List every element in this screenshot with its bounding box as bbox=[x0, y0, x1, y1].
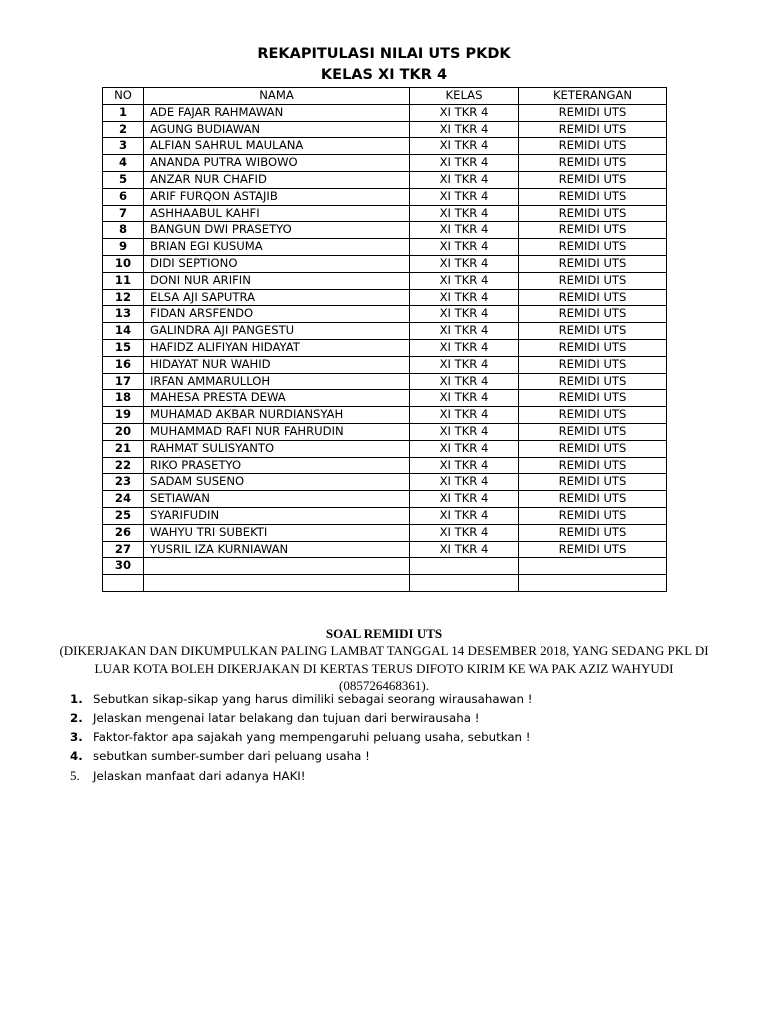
cell-kelas: XI TKR 4 bbox=[410, 121, 519, 138]
cell-keterangan: REMIDI UTS bbox=[519, 491, 667, 508]
cell-keterangan bbox=[519, 575, 667, 592]
cell-no: 15 bbox=[103, 339, 144, 356]
cell-kelas: XI TKR 4 bbox=[410, 407, 519, 424]
cell-kelas: XI TKR 4 bbox=[410, 155, 519, 172]
cell-kelas: XI TKR 4 bbox=[410, 222, 519, 239]
table-row bbox=[103, 558, 667, 575]
table-row bbox=[103, 323, 667, 340]
cell-kelas: XI TKR 4 bbox=[410, 474, 519, 491]
cell-kelas: XI TKR 4 bbox=[410, 507, 519, 524]
cell-no bbox=[103, 575, 144, 592]
cell-no: 12 bbox=[103, 289, 144, 306]
cell-no: 4 bbox=[103, 155, 144, 172]
cell-kelas: XI TKR 4 bbox=[410, 524, 519, 541]
cell-keterangan: REMIDI UTS bbox=[519, 155, 667, 172]
cell-keterangan: REMIDI UTS bbox=[519, 205, 667, 222]
header-no: NO bbox=[103, 88, 144, 105]
cell-keterangan: REMIDI UTS bbox=[519, 323, 667, 340]
cell-no: 7 bbox=[103, 205, 144, 222]
question-text: sebutkan sumber-sumber dari peluang usaha ! bbox=[93, 749, 370, 763]
cell-keterangan: REMIDI UTS bbox=[519, 171, 667, 188]
cell-no: 14 bbox=[103, 323, 144, 340]
cell-no: 20 bbox=[103, 423, 144, 440]
question-list bbox=[60, 690, 532, 785]
cell-nama: ANZAR NUR CHAFID bbox=[144, 171, 410, 188]
cell-kelas bbox=[410, 575, 519, 592]
cell-keterangan: REMIDI UTS bbox=[519, 289, 667, 306]
table-row bbox=[103, 457, 667, 474]
cell-kelas: XI TKR 4 bbox=[410, 356, 519, 373]
cell-no: 23 bbox=[103, 474, 144, 491]
cell-keterangan bbox=[519, 558, 667, 575]
table-row bbox=[103, 575, 667, 592]
question-text: Sebutkan sikap-sikap yang harus dimiliki sebagai seorang wirausahawan ! bbox=[93, 692, 533, 706]
cell-keterangan: REMIDI UTS bbox=[519, 541, 667, 558]
question-text: Faktor-faktor apa sajakah yang mempengaruhi peluang usaha, sebutkan ! bbox=[93, 730, 531, 744]
cell-keterangan: REMIDI UTS bbox=[519, 306, 667, 323]
table-row bbox=[103, 491, 667, 508]
cell-no: 30 bbox=[103, 558, 144, 575]
cell-keterangan: REMIDI UTS bbox=[519, 255, 667, 272]
soal-title: SOAL REMIDI UTS bbox=[325, 626, 443, 641]
cell-nama: AGUNG BUDIAWAN bbox=[144, 121, 410, 138]
table-row bbox=[103, 255, 667, 272]
cell-nama: FIDAN ARSFENDO bbox=[144, 306, 410, 323]
cell-keterangan: REMIDI UTS bbox=[519, 474, 667, 491]
cell-nama: WAHYU TRI SUBEKTI bbox=[144, 524, 410, 541]
cell-no: 17 bbox=[103, 373, 144, 390]
table-row bbox=[103, 407, 667, 424]
cell-no: 9 bbox=[103, 239, 144, 256]
cell-keterangan: REMIDI UTS bbox=[519, 440, 667, 457]
cell-nama bbox=[144, 558, 410, 575]
cell-no: 8 bbox=[103, 222, 144, 239]
cell-kelas: XI TKR 4 bbox=[410, 323, 519, 340]
table-row bbox=[103, 541, 667, 558]
table-row bbox=[103, 423, 667, 440]
cell-nama: DIDI SEPTIONO bbox=[144, 255, 410, 272]
cell-no: 10 bbox=[103, 255, 144, 272]
cell-no: 26 bbox=[103, 524, 144, 541]
cell-keterangan: REMIDI UTS bbox=[519, 222, 667, 239]
table-row bbox=[103, 104, 667, 121]
cell-kelas: XI TKR 4 bbox=[410, 138, 519, 155]
cell-kelas: XI TKR 4 bbox=[410, 239, 519, 256]
cell-no: 3 bbox=[103, 138, 144, 155]
cell-keterangan: REMIDI UTS bbox=[519, 356, 667, 373]
table-row bbox=[103, 121, 667, 138]
cell-keterangan: REMIDI UTS bbox=[519, 272, 667, 289]
cell-nama: ARIF FURQON ASTAJIB bbox=[144, 188, 410, 205]
cell-kelas: XI TKR 4 bbox=[410, 457, 519, 474]
cell-nama: RIKO PRASETYO bbox=[144, 457, 410, 474]
cell-nama: BRIAN EGI KUSUMA bbox=[144, 239, 410, 256]
cell-nama: ADE FAJAR RAHMAWAN bbox=[144, 104, 410, 121]
cell-nama: IRFAN AMMARULLOH bbox=[144, 373, 410, 390]
table-row bbox=[103, 138, 667, 155]
cell-kelas: XI TKR 4 bbox=[410, 541, 519, 558]
cell-kelas: XI TKR 4 bbox=[410, 423, 519, 440]
question-number: 1. bbox=[70, 692, 83, 706]
table-row bbox=[103, 474, 667, 491]
cell-no: 1 bbox=[103, 104, 144, 121]
document-subtitle: KELAS XI TKR 4 bbox=[320, 67, 448, 83]
table-row bbox=[103, 524, 667, 541]
cell-kelas: XI TKR 4 bbox=[410, 289, 519, 306]
question-number: 3. bbox=[70, 730, 83, 744]
header-nama: NAMA bbox=[144, 88, 410, 105]
table-row bbox=[103, 272, 667, 289]
cell-keterangan: REMIDI UTS bbox=[519, 457, 667, 474]
question-item bbox=[60, 709, 532, 728]
question-text: Jelaskan mengenai latar belakang dan tujuan dari berwirausaha ! bbox=[93, 711, 480, 725]
cell-no: 5 bbox=[103, 171, 144, 188]
table-row bbox=[103, 390, 667, 407]
cell-nama: MAHESA PRESTA DEWA bbox=[144, 390, 410, 407]
cell-kelas bbox=[410, 558, 519, 575]
table-row bbox=[103, 356, 667, 373]
cell-keterangan: REMIDI UTS bbox=[519, 121, 667, 138]
cell-keterangan: REMIDI UTS bbox=[519, 104, 667, 121]
cell-keterangan: REMIDI UTS bbox=[519, 339, 667, 356]
table-row bbox=[103, 306, 667, 323]
cell-keterangan: REMIDI UTS bbox=[519, 373, 667, 390]
cell-kelas: XI TKR 4 bbox=[410, 339, 519, 356]
cell-no: 24 bbox=[103, 491, 144, 508]
question-number: 2. bbox=[70, 711, 83, 725]
cell-kelas: XI TKR 4 bbox=[410, 272, 519, 289]
rekap-table bbox=[102, 87, 667, 592]
cell-nama bbox=[144, 575, 410, 592]
cell-keterangan: REMIDI UTS bbox=[519, 423, 667, 440]
cell-no: 2 bbox=[103, 121, 144, 138]
question-number: 4. bbox=[70, 749, 83, 763]
table-row bbox=[103, 440, 667, 457]
document-title: REKAPITULASI NILAI UTS PKDK bbox=[257, 46, 511, 62]
cell-keterangan: REMIDI UTS bbox=[519, 390, 667, 407]
cell-kelas: XI TKR 4 bbox=[410, 373, 519, 390]
table-row bbox=[103, 373, 667, 390]
question-item bbox=[60, 728, 532, 747]
question-number: 5. bbox=[70, 768, 80, 783]
cell-nama: ELSA AJI SAPUTRA bbox=[144, 289, 410, 306]
question-text: Jelaskan manfaat dari adanya HAKI! bbox=[93, 769, 306, 783]
cell-keterangan: REMIDI UTS bbox=[519, 188, 667, 205]
cell-nama: ALFIAN SAHRUL MAULANA bbox=[144, 138, 410, 155]
table-header-row bbox=[103, 88, 667, 105]
cell-kelas: XI TKR 4 bbox=[410, 390, 519, 407]
cell-nama: ASHHAABUL KAHFI bbox=[144, 205, 410, 222]
cell-no: 18 bbox=[103, 390, 144, 407]
question-item bbox=[60, 766, 532, 785]
cell-nama: HIDAYAT NUR WAHID bbox=[144, 356, 410, 373]
cell-nama: SETIAWAN bbox=[144, 491, 410, 508]
cell-keterangan: REMIDI UTS bbox=[519, 524, 667, 541]
header-keterangan: KETERANGAN bbox=[519, 88, 667, 105]
table-row bbox=[103, 171, 667, 188]
table-row bbox=[103, 339, 667, 356]
table-row bbox=[103, 205, 667, 222]
cell-no: 19 bbox=[103, 407, 144, 424]
cell-nama: HAFIDZ ALIFIYAN HIDAYAT bbox=[144, 339, 410, 356]
cell-nama: RAHMAT SULISYANTO bbox=[144, 440, 410, 457]
cell-nama: MUHAMAD AKBAR NURDIANSYAH bbox=[144, 407, 410, 424]
cell-nama: DONI NUR ARIFIN bbox=[144, 272, 410, 289]
cell-kelas: XI TKR 4 bbox=[410, 440, 519, 457]
table-row bbox=[103, 222, 667, 239]
cell-keterangan: REMIDI UTS bbox=[519, 407, 667, 424]
cell-kelas: XI TKR 4 bbox=[410, 171, 519, 188]
cell-no: 21 bbox=[103, 440, 144, 457]
cell-no: 27 bbox=[103, 541, 144, 558]
table-row bbox=[103, 155, 667, 172]
cell-kelas: XI TKR 4 bbox=[410, 306, 519, 323]
cell-kelas: XI TKR 4 bbox=[410, 255, 519, 272]
cell-kelas: XI TKR 4 bbox=[410, 188, 519, 205]
cell-nama: YUSRIL IZA KURNIAWAN bbox=[144, 541, 410, 558]
question-item bbox=[60, 747, 532, 766]
table-row bbox=[103, 188, 667, 205]
cell-no: 22 bbox=[103, 457, 144, 474]
cell-no: 16 bbox=[103, 356, 144, 373]
header-kelas: KELAS bbox=[410, 88, 519, 105]
cell-kelas: XI TKR 4 bbox=[410, 205, 519, 222]
cell-keterangan: REMIDI UTS bbox=[519, 507, 667, 524]
cell-nama: SADAM SUSENO bbox=[144, 474, 410, 491]
table-row bbox=[103, 239, 667, 256]
cell-no: 13 bbox=[103, 306, 144, 323]
table-row bbox=[103, 289, 667, 306]
cell-no: 11 bbox=[103, 272, 144, 289]
cell-no: 25 bbox=[103, 507, 144, 524]
table-row bbox=[103, 507, 667, 524]
question-item bbox=[60, 690, 532, 709]
cell-nama: SYARIFUDIN bbox=[144, 507, 410, 524]
cell-nama: MUHAMMAD RAFI NUR FAHRUDIN bbox=[144, 423, 410, 440]
cell-no: 6 bbox=[103, 188, 144, 205]
cell-nama: BANGUN DWI PRASETYO bbox=[144, 222, 410, 239]
cell-kelas: XI TKR 4 bbox=[410, 491, 519, 508]
cell-nama: ANANDA PUTRA WIBOWO bbox=[144, 155, 410, 172]
cell-nama: GALINDRA AJI PANGESTU bbox=[144, 323, 410, 340]
cell-keterangan: REMIDI UTS bbox=[519, 239, 667, 256]
cell-keterangan: REMIDI UTS bbox=[519, 138, 667, 155]
cell-kelas: XI TKR 4 bbox=[410, 104, 519, 121]
soal-instructions: (DIKERJAKAN DAN DIKUMPULKAN PALING LAMBAT TANGGAL 14 DESEMBER 2018, YANG SEDANG PKL DI LUAR KOTA BOLEH DIKERJAKAN DI KERTAS TERUS DIFOTO KIRIM KE WA PAK AZIZ WAHYUDI (085726468361). bbox=[59, 643, 709, 693]
